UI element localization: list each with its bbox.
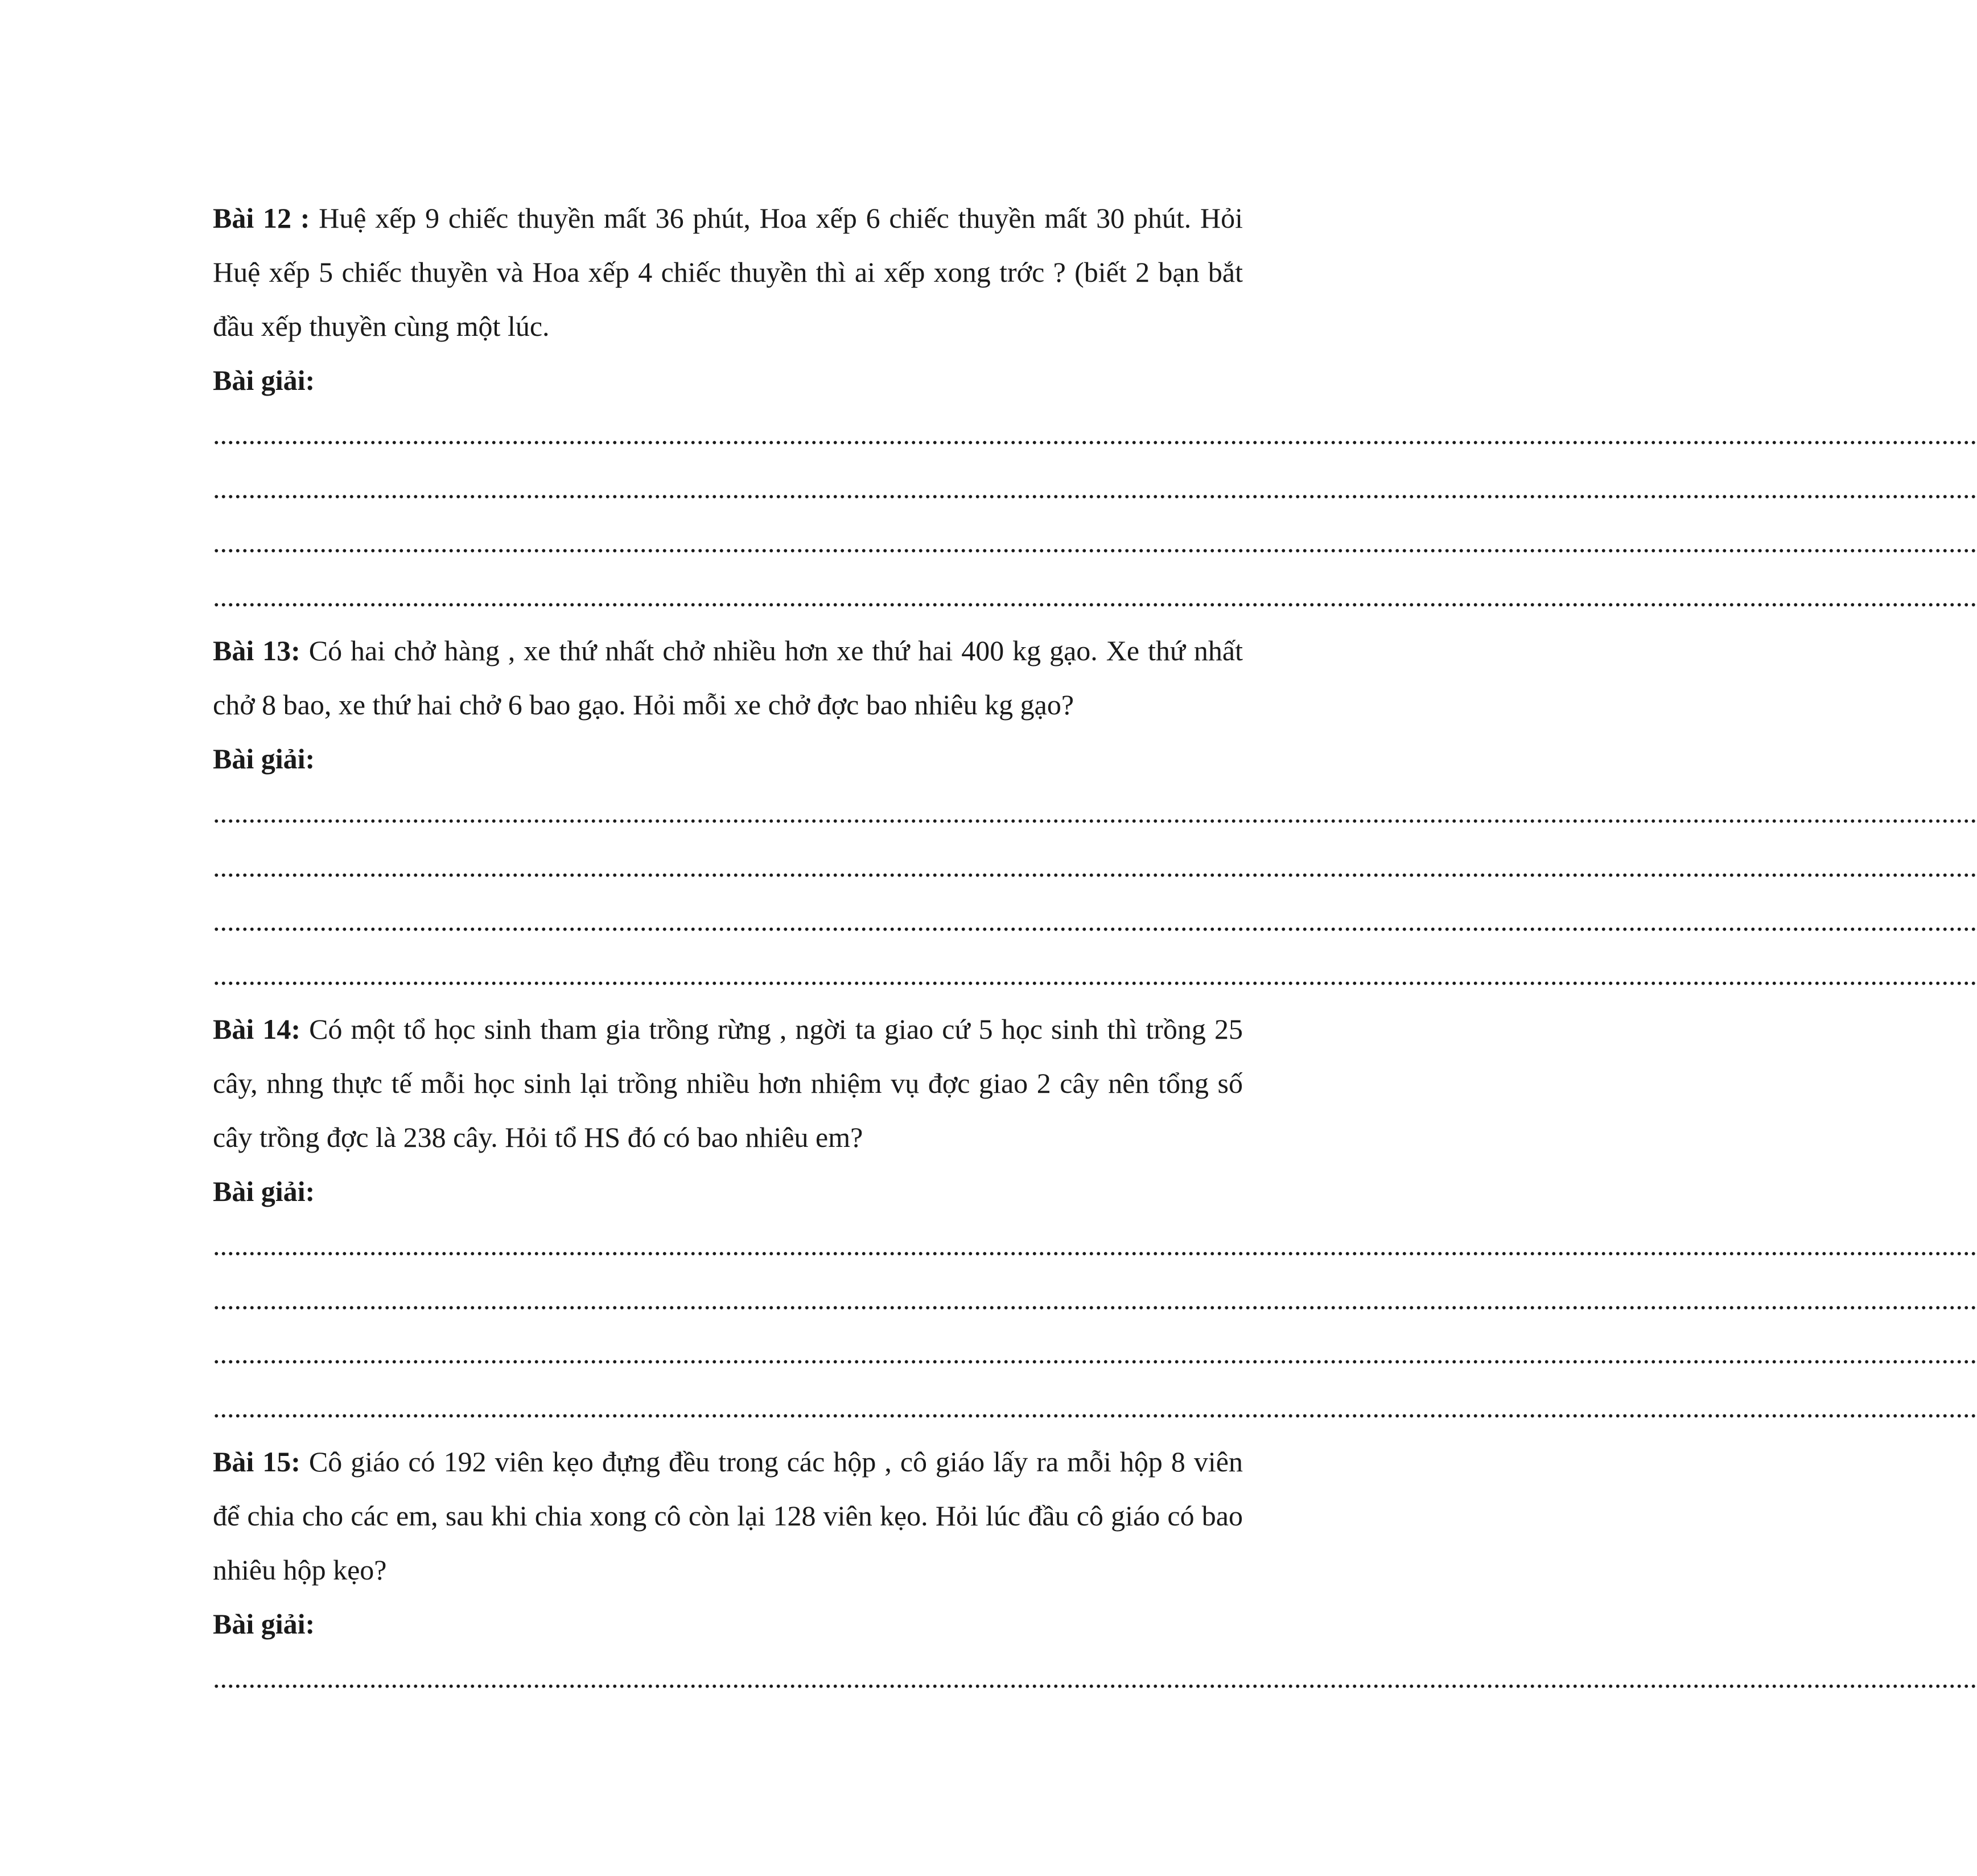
problem-14-text: Có một tổ học sinh tham gia trồng rừng , ngời ta giao cứ 5 học sinh thì trồng 25 cây, nhng thực tế mỗi học sinh lại trồng nhiều hơn nhiệm vụ đợc giao 2 cây nên tổng số cây trồng đợc là 238 cây. Hỏi tổ HS đó có bao nhiêu em? bbox=[213, 1013, 1243, 1153]
problem-15-solution-title: Bài giải: bbox=[213, 1608, 315, 1640]
answer-line: ........................................................................................................................................................................................................................................................ bbox=[213, 1392, 1977, 1424]
problem-15 bbox=[213, 1435, 1243, 1597]
answer-line: ........................................................................................................................................................................................................................................................ bbox=[213, 472, 1977, 504]
answer-line: ........................................................................................................................................................................................................................................................ bbox=[213, 905, 1977, 937]
answer-line: ........................................................................................................................................................................................................................................................ bbox=[213, 526, 1977, 558]
problem-12-label: Bài 12 : bbox=[213, 202, 310, 234]
answer-line: ........................................................................................................................................................................................................................................................ bbox=[213, 581, 1977, 612]
problem-12-solution-title: Bài giải: bbox=[213, 364, 315, 396]
answer-line: ........................................................................................................................................................................................................................................................ bbox=[213, 851, 1977, 883]
answer-line: ........................................................................................................................................................................................................................................................ bbox=[213, 418, 1977, 450]
problem-15-label: Bài 15: bbox=[213, 1446, 300, 1478]
answer-line: ........................................................................................................................................................................................................................................................ bbox=[213, 1229, 1977, 1261]
problem-13-solution-title: Bài giải: bbox=[213, 743, 315, 775]
problem-14-label: Bài 14: bbox=[213, 1013, 300, 1045]
answer-line: ........................................................................................................................................................................................................................................................ bbox=[213, 797, 1977, 829]
problem-13-label: Bài 13: bbox=[213, 635, 300, 667]
problem-14 bbox=[213, 1002, 1243, 1165]
answer-line: ........................................................................................................................................................................................................................................................ bbox=[213, 1283, 1977, 1315]
problem-12 bbox=[213, 191, 1243, 353]
answer-line: ........................................................................................................................................................................................................................................................ bbox=[213, 959, 1977, 991]
problem-14-solution-title: Bài giải: bbox=[213, 1175, 315, 1207]
problem-13 bbox=[213, 624, 1243, 732]
problem-15-text: Cô giáo có 192 viên kẹo đựng đều trong các hộp , cô giáo lấy ra mỗi hộp 8 viên để chia cho các em, sau khi chia xong cô còn lại 128 viên kẹo. Hỏi lúc đầu cô giáo có bao nhiêu hộp kẹo? bbox=[213, 1446, 1243, 1586]
answer-line: ........................................................................................................................................................................................................................................................ bbox=[213, 1338, 1977, 1369]
problem-12-text: Huệ xếp 9 chiếc thuyền mất 36 phút, Hoa xếp 6 chiếc thuyền mất 30 phút. Hỏi Huệ xếp 5 chiếc thuyền và Hoa xếp 4 chiếc thuyền thì ai xếp xong trớc ? (biết 2 bạn bắt đầu xếp thuyền cùng một lúc. bbox=[213, 202, 1243, 342]
problem-13-text: Có hai chở hàng , xe thứ nhất chở nhiều hơn xe thứ hai 400 kg gạo. Xe thứ nhất chở 8 bao, xe thứ hai chở 6 bao gạo. Hỏi mỗi xe chở đợc bao nhiêu kg gạo? bbox=[213, 635, 1243, 721]
worksheet-content bbox=[213, 191, 1977, 1705]
answer-line: ........................................................................................................................................................................................................................................................ bbox=[213, 1662, 1977, 1694]
